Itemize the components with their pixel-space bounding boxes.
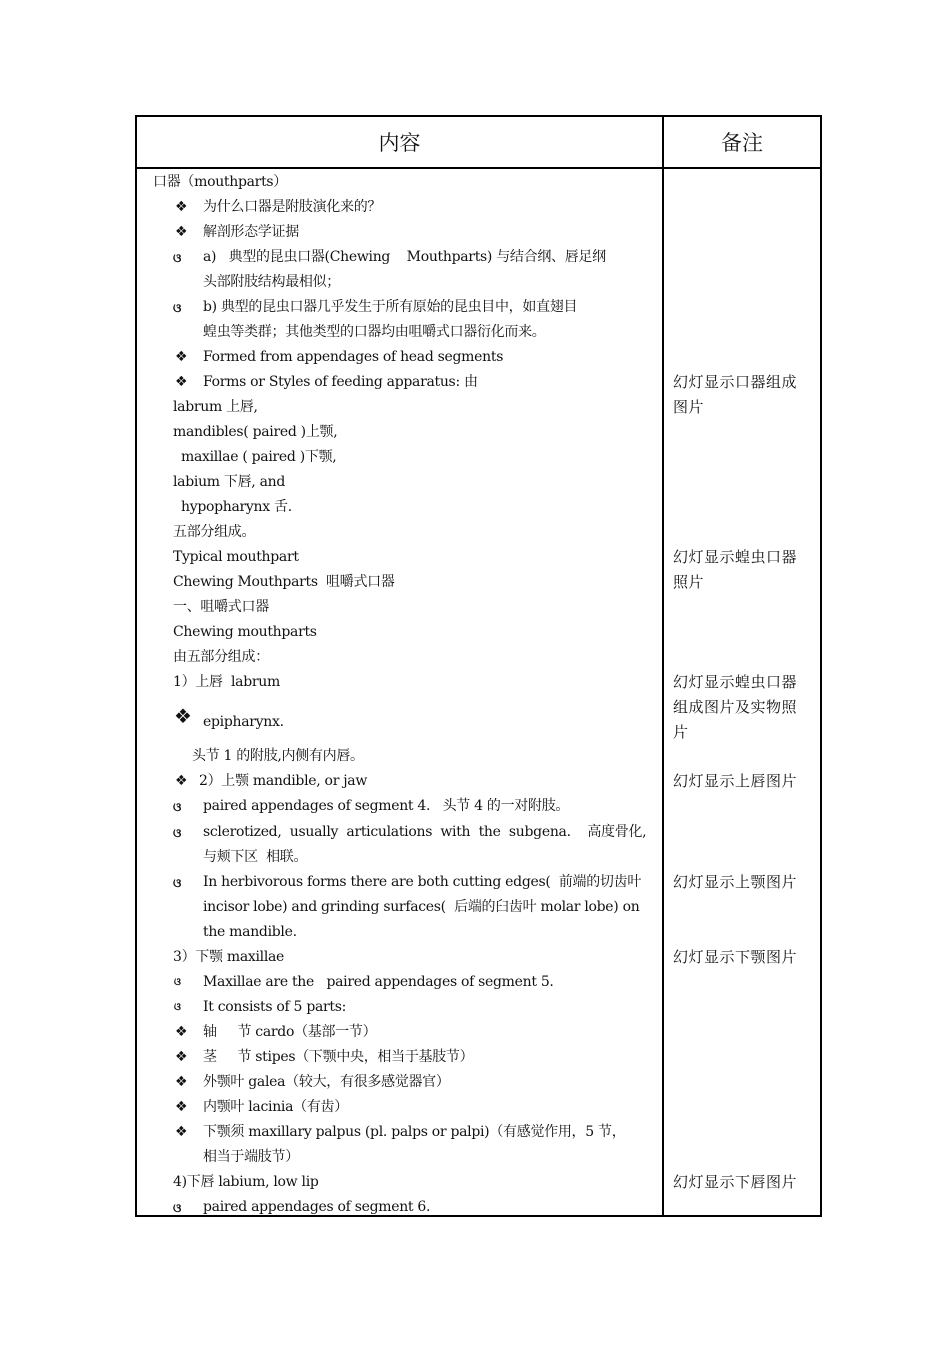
note-line: 组成图片及实物照 xyxy=(673,698,798,716)
curl-bullet-icon: ଓ xyxy=(173,251,182,265)
diamond-bullet-icon: ❖ xyxy=(175,199,188,215)
content-line: b) 典型的昆虫口器几乎发生于所有原始的昆虫目中，如直翅目 xyxy=(203,299,578,315)
diamond-bullet-icon: ❖ xyxy=(175,1124,188,1140)
header-notes: 备注 xyxy=(721,131,763,155)
diamond-bullet-icon: ❖ xyxy=(175,1074,188,1090)
content-line: 蝗虫等类群；其他类型的口器均由咀嚼式口器衍化而来。 xyxy=(203,324,546,340)
diamond-bullet-icon: ❖ xyxy=(175,773,188,789)
content-line: 头部附肢结构最相似； xyxy=(203,274,340,290)
content-line: incisor lobe) and grinding surfaces( 后端的臼齿叶 molar lobe) on xyxy=(203,899,640,915)
content-line: Chewing Mouthparts 咀嚼式口器 xyxy=(173,574,395,590)
content-line: 3）下颚 maxillae xyxy=(173,949,285,965)
content-line: 一、咀嚼式口器 xyxy=(173,599,269,615)
diamond-bullet-icon: ❖ xyxy=(175,374,188,390)
content-line: 4)下唇 labium, low lip xyxy=(173,1174,319,1190)
note-line: 照片 xyxy=(673,573,705,591)
note-line: 片 xyxy=(673,723,689,741)
content-line: 轴 节 cardo（基部一节） xyxy=(203,1024,377,1040)
diamond-bullet-icon: ❖ xyxy=(175,1099,188,1115)
diamond-bullet-icon: ❖ xyxy=(175,224,188,240)
note-line: 幻灯显示上唇图片 xyxy=(673,772,798,790)
content-line: sclerotized, usually articulations with the subgena. 高度骨化, xyxy=(203,824,647,840)
curl-bullet-icon: ଓ xyxy=(173,800,182,814)
table-header-row xyxy=(137,117,820,169)
header-content: 内容 xyxy=(378,131,421,155)
curl-bullet-icon: ଓ xyxy=(173,876,182,890)
content-line: 茎 节 stipes（下颚中央，相当于基肢节） xyxy=(203,1049,474,1065)
diamond-bullet-icon: ❖ xyxy=(175,1049,188,1065)
note-line: 幻灯显示蝗虫口器 xyxy=(673,673,798,691)
note-line: 幻灯显示下唇图片 xyxy=(673,1173,798,1191)
note-line: 幻灯显示口器组成 xyxy=(673,373,798,391)
diamond-bullet-icon: ❖ xyxy=(175,349,188,365)
content-line: 解剖形态学证据 xyxy=(203,224,299,240)
content-line: 与颊下区 相联。 xyxy=(203,849,308,865)
content-line: Maxillae are the paired appendages of segment 5. xyxy=(203,974,554,990)
content-line: Chewing mouthparts xyxy=(173,624,317,640)
curl-bullet-icon: ଓ xyxy=(174,1002,181,1013)
content-line: paired appendages of segment 6. xyxy=(203,1199,431,1215)
content-line: 2）上颚 mandible, or jaw xyxy=(199,773,368,789)
note-line: 幻灯显示上颚图片 xyxy=(673,873,798,891)
content-line: labrum 上唇, xyxy=(173,399,258,415)
content-line: 五部分组成。 xyxy=(173,524,256,540)
content-line: In herbivorous forms there are both cutting edges( 前端的切齿叶 xyxy=(203,874,642,890)
note-line: 幻灯显示下颚图片 xyxy=(673,948,798,966)
content-line: 为什么口器是附肢演化来的？ xyxy=(203,199,382,215)
content-line: maxillae ( paired )下颚, xyxy=(181,449,337,465)
content-line: mandibles( paired )上颚, xyxy=(173,424,338,440)
curl-bullet-icon: ଓ xyxy=(173,826,182,840)
content-line: Forms or Styles of feeding apparatus: 由 xyxy=(203,374,478,390)
note-line: 图片 xyxy=(673,398,705,416)
content-line: hypopharynx 舌. xyxy=(181,499,292,515)
column-divider xyxy=(662,117,664,1215)
document-page xyxy=(135,115,822,1217)
content-line: 1）上唇 labrum xyxy=(173,674,280,690)
diamond-bullet-icon: ❖ xyxy=(175,1024,188,1040)
curl-bullet-icon: ଓ xyxy=(173,1201,182,1215)
content-line: Formed from appendages of head segments xyxy=(203,349,504,365)
content-line: labium 下唇, and xyxy=(173,474,286,490)
curl-bullet-icon: ଓ xyxy=(173,301,182,315)
content-table xyxy=(135,115,822,1217)
content-line: 由五部分组成： xyxy=(173,649,269,665)
content-line: It consists of 5 parts: xyxy=(203,999,347,1015)
curl-bullet-icon: ଓ xyxy=(174,977,181,988)
content-line: 相当于端肢节） xyxy=(203,1149,299,1165)
content-line: a) 典型的昆虫口器(Chewing Mouthparts) 与结合纲、唇足纲 xyxy=(203,249,606,265)
content-line: the mandible. xyxy=(203,924,297,940)
content-line: paired appendages of segment 4. 头节 4 的一对附肢。 xyxy=(203,798,570,814)
content-line: Typical mouthpart xyxy=(173,549,299,565)
content-line: 内颚叶 lacinia（有齿） xyxy=(203,1099,348,1115)
content-line: 头节 1 的附肢,内侧有内唇。 xyxy=(192,748,364,764)
diamond-bullet-icon: ❖ xyxy=(174,704,192,728)
content-line: 下颚须 maxillary palpus (pl. palps or palpi)（有感觉作用，5 节， xyxy=(203,1124,626,1140)
note-line: 幻灯显示蝗虫口器 xyxy=(673,548,798,566)
content-line: 外颚叶 galea（较大，有很多感觉器官） xyxy=(203,1074,450,1090)
content-line: 口器（mouthparts） xyxy=(153,174,287,190)
content-line: epipharynx. xyxy=(203,714,284,730)
